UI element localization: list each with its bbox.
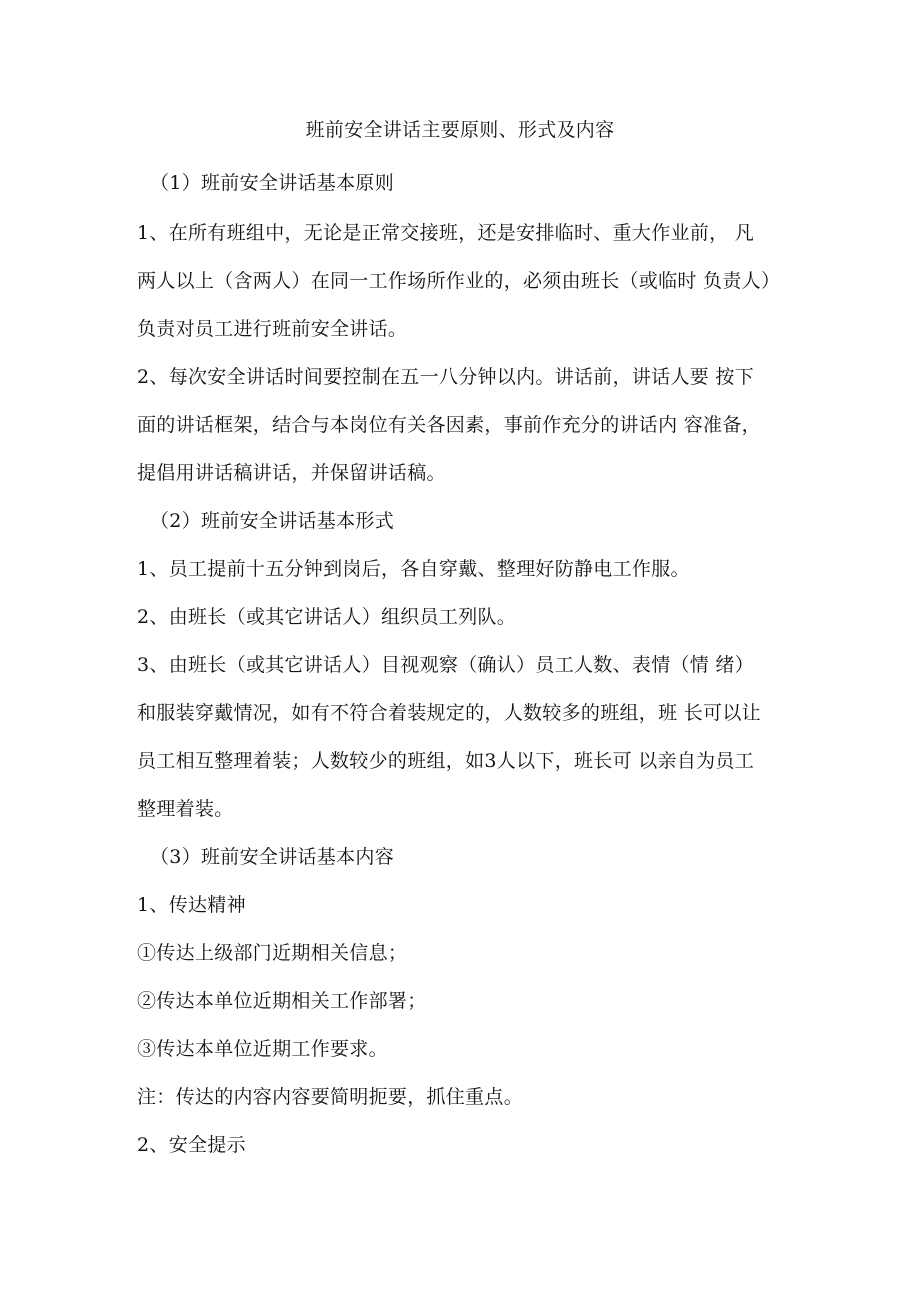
section-2-item-1: 1、员工提前十五分钟到岗后，各自穿戴、整理好防静电工作服。 <box>137 558 690 580</box>
section-2-item-3-line-2: 和服装穿戴情况，如有不符合着装规定的，人数较多的班组，班 长可以让 <box>137 702 761 724</box>
section-1-para-1-line-1: 1、在所有班组中，无论是正常交接班，还是安排临时、重大作业前， 凡 <box>137 222 755 244</box>
section-1-para-2-line-2: 面的讲话框架，结合与本岗位有关各因素，事前作充分的讲话内 容准备， <box>137 414 761 436</box>
section-3-note: 注：传达的内容内容要简明扼要，抓住重点。 <box>137 1086 524 1108</box>
section-2-item-3-line-1: 3、由班长（或其它讲话人）目视观察（确认）员工人数、表情（情 绪） <box>137 654 755 676</box>
section-3-sub-item-1: ①传达上级部门近期相关信息； <box>137 942 408 964</box>
section-3-heading: （3）班前安全讲话基本内容 <box>150 846 394 868</box>
section-1-heading: （1）班前安全讲话基本原则 <box>150 172 394 194</box>
section-3-sub-item-2: ②传达本单位近期相关工作部署； <box>137 990 427 1012</box>
section-3-sub-item-3: ③传达本单位近期工作要求。 <box>137 1038 388 1060</box>
section-1-para-2-line-3: 提倡用讲话稿讲话，并保留讲话稿。 <box>137 462 446 484</box>
section-1-para-1-line-2: 两人以上（含两人）在同一工作场所作业的，必须由班长（或临时 负责人） <box>137 270 781 292</box>
section-2-item-2: 2、由班长（或其它讲话人）组织员工列队。 <box>137 606 517 628</box>
section-1-para-2-line-1: 2、每次安全讲话时间要控制在五一八分钟以内。讲话前，讲话人要 按下 <box>137 366 755 388</box>
section-2-item-3-line-3: 员工相互整理着装；人数较少的班组，如3人以下，班长可 以亲自为员工 <box>137 750 755 772</box>
page-title: 班前安全讲话主要原则、形式及内容 <box>305 119 615 141</box>
section-2-item-3-line-4: 整理着装。 <box>137 798 234 820</box>
section-3-item-1: 1、传达精神 <box>137 894 246 916</box>
section-3-item-2: 2、安全提示 <box>137 1134 246 1156</box>
section-2-heading: （2）班前安全讲话基本形式 <box>150 510 394 532</box>
section-1-para-1-line-3: 负责对员工进行班前安全讲话。 <box>137 318 408 340</box>
